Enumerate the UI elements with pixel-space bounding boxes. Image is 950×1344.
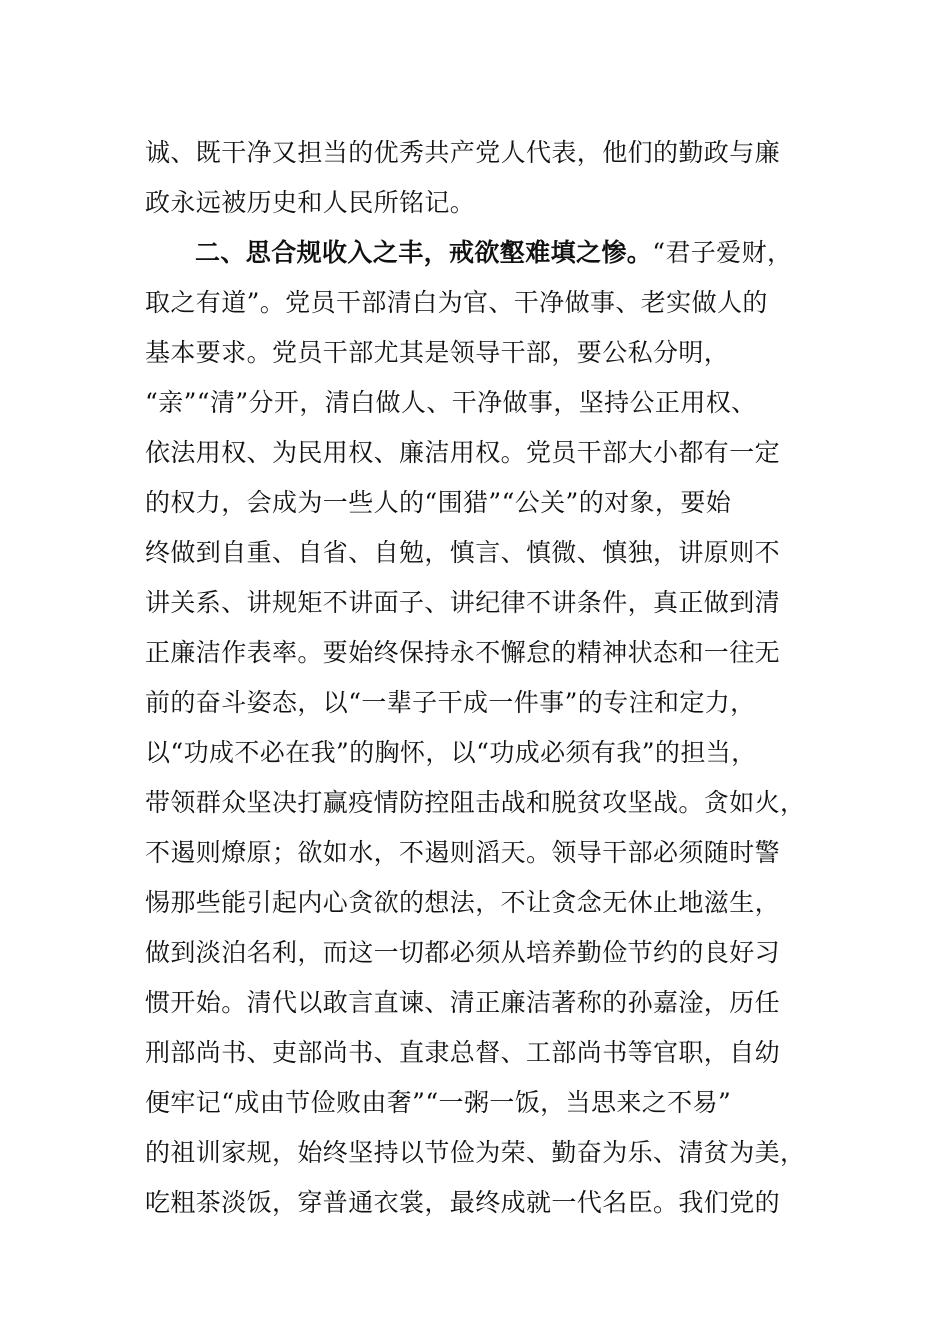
- text-line: “亲”“清”分开，清白做人、干净做事，坚持公正用权、: [145, 388, 757, 417]
- text-line: 不遏则燎原；欲如水，不遏则滔天。领导干部必须随时警: [145, 838, 781, 867]
- text-line: 惕那些能引起内心贪欲的想法，不让贪念无休止地滋生，: [145, 888, 781, 917]
- text-line: 依法用权、为民用权、廉洁用权。党员干部大小都有一定: [145, 438, 781, 467]
- text-line: 便牢记“成由节俭败由奢”“一粥一饭，当思来之不易”: [145, 1088, 732, 1117]
- text-line: 正廉洁作表率。要始终保持永不懈怠的精神状态和一往无: [145, 638, 781, 667]
- text-line: 做到淡泊名利，而这一切都必须从培养勤俭节约的良好习: [145, 938, 781, 967]
- text-line: 刑部尚书、吏部尚书、直隶总督、工部尚书等官职，自幼: [145, 1038, 781, 1067]
- text-line: 诚、既干净又担当的优秀共产党人代表，他们的勤政与廉: [145, 138, 781, 167]
- text-line: 的权力，会成为一些人的“围猎”“公关”的对象，要始: [145, 488, 732, 517]
- text-line: 讲关系、讲规矩不讲面子、讲纪律不讲条件，真正做到清: [145, 588, 781, 617]
- text-line: 以“功成不必在我”的胸怀，以“功成必须有我”的担当，: [145, 738, 757, 767]
- text-line: 终做到自重、自省、自勉，慎言、慎微、慎独，讲原则不: [145, 538, 781, 567]
- text-line: 带领群众坚决打赢疫情防控阻击战和脱贫攻坚战。贪如火，: [145, 788, 806, 817]
- section-heading-line: 二、思合规收入之丰，戒欲壑难填之惨。“君子爱财，: [195, 238, 793, 267]
- text-line: 的祖训家规，始终坚持以节俭为荣、勤奋为乐、清贫为美，: [145, 1138, 806, 1167]
- text-line: 惯开始。清代以敢言直谏、清正廉洁著称的孙嘉淦，历任: [145, 988, 781, 1017]
- text-line: 政永远被历史和人民所铭记。: [145, 188, 476, 217]
- text-line: 取之有道”。党员干部清白为官、干净做事、老实做人的: [145, 288, 768, 317]
- text-line: 吃粗茶淡饭，穿普通衣裳，最终成就一代名臣。我们党的: [145, 1188, 781, 1217]
- text-line: 前的奋斗姿态，以“一辈子干成一件事”的专注和定力，: [145, 688, 756, 717]
- section-heading: 二、思合规收入之丰，戒欲壑难填之惨。: [195, 238, 653, 267]
- text-line: 基本要求。党员干部尤其是领导干部，要公私分明，: [145, 338, 730, 367]
